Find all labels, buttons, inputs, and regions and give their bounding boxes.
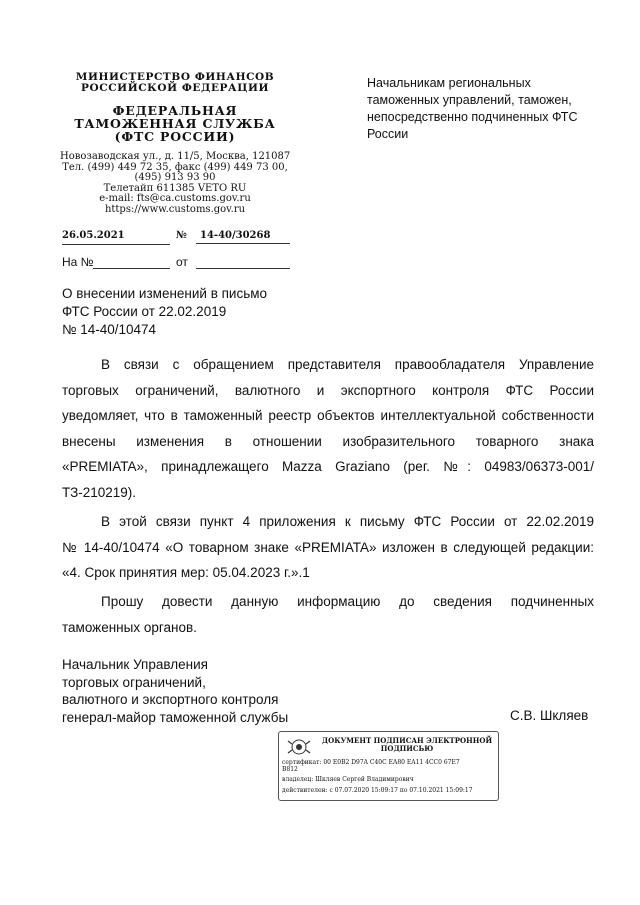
paragraph-1 [62,352,594,505]
ministry-line: РОССИЙСКОЙ ФЕДЕРАЦИИ [81,82,269,94]
address-line: Тел. (499) 449 72 35, факс (499) 449 73 00, [62,161,288,173]
from-date-line [196,268,290,269]
body-line: В связи с обращением представителя правообладателя Управление [101,357,594,372]
body-line: «4. Срок принятия мер: 05.04.2023 г.».1 [62,565,310,580]
paragraph-3 [62,589,594,640]
ref-label: На № [62,255,94,269]
reg-number: 14-40/30268 [196,230,290,244]
email-link[interactable]: e-mail: fts@ca.customs.gov.ru [99,193,251,204]
subject-line: № 14-40/10474 [62,322,157,337]
website-link[interactable]: https://www.customs.gov.ru [104,203,246,215]
reg-date: 26.05.2021 [62,230,170,245]
agency-line: ФЕДЕРАЛЬНАЯ [112,103,238,118]
body-line: внесены изменения в отношении изобразительного товарного знака [62,433,594,449]
body-line: таможенных органов. [62,619,197,635]
agency-name [60,104,290,143]
position-line: Начальник Управления [62,657,208,672]
body-line: «PREMIATA», принадлежащего Mazza Graziano (рег. №: 04983/06373-001/ [62,459,594,474]
body-line: № 14-40/10474 «О товарном знаке «PREMIATA» изложен в следующей редакции: [62,539,594,555]
body-line: ТЗ-210219). [62,484,137,500]
body-line: уведомляет, что в таможенный реестр объектов интеллектуальной собственности [62,408,594,423]
paragraph-2 [62,509,594,586]
body-line: Прошу довести данную информацию до сведения подчиненных [101,594,594,609]
stamp-title-line: ДОКУМЕНТ ПОДПИСАН ЭЛЕКТРОННОЙ [321,736,493,745]
stamp-owner: владелец: Шкляев Сергей Владимирович [282,776,414,783]
agency-line: ТАМОЖЕННАЯ СЛУЖБА [74,116,276,131]
letter-subject [62,285,322,339]
subject-line: О внесении изменений в письмо [62,286,268,301]
position-line: генерал-майор таможенной службы [62,709,289,725]
stamp-validity: действителен: с 07.07.2020 15:09:17 по 07.10.2021 15:09:17 [282,787,473,794]
address-line: Новозаводская ул., д. 11/5, Москва, 121087 [60,151,291,162]
stamp-title [319,737,495,753]
subject-line: ФТС России от 22.02.2019 [62,304,227,319]
position-line: валютного и экспортного контроля [62,692,279,707]
from-label: от [176,255,188,269]
emblem-icon [285,736,313,758]
reg-number-sign: № [176,230,187,241]
address-line: (495) 913 93 90 [134,172,216,183]
agency-address [60,152,290,215]
position-line: торговых ограничений, [62,674,206,690]
ministry-name [60,72,290,94]
address-line: Телетайп 611385 VETO RU [103,182,247,194]
stamp-certificate-cont: B812 [282,766,298,773]
ministry-line: МИНИСТЕРСТВО ФИНАНСОВ [75,71,275,83]
signatory-position [62,656,322,726]
body-line: В этой связи пункт 4 приложения к письму ФТС России от 22.02.2019 [101,514,594,529]
e-signature-stamp [278,731,499,801]
agency-line: (ФТС РОССИИ) [114,129,236,144]
stamp-title-line: ПОДПИСЬЮ [380,744,434,753]
recipient-block: Начальникам региональных таможенных управлений, таможен, непосредственно подчиненных ФТС России [367,76,578,141]
signatory-name: С.В. Шкляев [510,708,589,723]
body-line: торговых ограничений, валютного и экспортного контроля ФТС России [62,382,594,398]
stamp-certificate: сертификат: 00 E0B2 D97A C40C EA80 EA11 4CC0 67E7 [282,759,460,766]
ref-number-line [93,268,170,269]
